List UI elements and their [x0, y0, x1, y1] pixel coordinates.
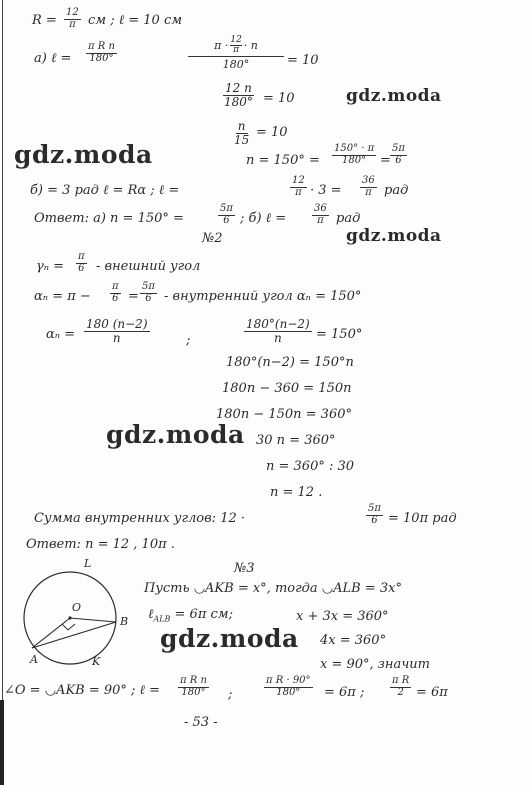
x-value: x = 90°, значит: [320, 657, 430, 672]
sum-angles: Сумма внутренних углов: 12 ·: [34, 511, 246, 526]
let-arc: Пусть ◡AKB = x°, тогда ◡ALB = 3x°: [144, 581, 402, 596]
step-6: n = 12 .: [270, 485, 323, 500]
step-3: 180n − 150n = 360°: [216, 407, 352, 422]
watermark: gdz.moda: [160, 624, 299, 653]
eq-150: = 150°: [316, 327, 363, 342]
alpha-n: αₙ = π −: [34, 289, 91, 304]
frac-sum: $\frac{5\pi}{6}$: [368, 503, 381, 526]
label-b: B: [120, 615, 129, 628]
right-angle-mark: [62, 624, 75, 630]
label-k: K: [92, 655, 101, 668]
watermark: gdz.moda: [106, 420, 245, 449]
frac-pi-6: $\frac{\pi}{6}$: [78, 251, 85, 274]
rad-unit: рад: [336, 211, 361, 226]
step-1: 180°(n−2) = 150°n: [226, 355, 354, 370]
step-4: 30 n = 360°: [256, 433, 336, 448]
frac-12n: $\frac{12 n}{180^\circ}$: [224, 81, 253, 109]
frac-n-15: $\frac{n}{15}$: [234, 119, 250, 147]
label-l: L: [84, 557, 92, 570]
given-r: R =: [32, 13, 57, 28]
frac-pir90: $\frac{\text{π R · 90°}}{180^\circ}$: [266, 675, 311, 698]
gamma-n: γₙ =: [36, 259, 65, 274]
alpha-n-formula: αₙ =: [46, 327, 76, 342]
rad-unit: рад: [384, 183, 409, 198]
notebook-page: R = $\frac{12}{\pi}$ см ; ℓ = 10 см а) ℓ = $\frac{\text{π R n}}{180^\circ}$ π · 12 π · n 180° = 10 $\frac{12 n}{180^\circ}$ = 10 gdz.moda $\frac{n}{15}$ = 10 gdz.moda n = 150° = $\frac{150^\circ \cdot \pi}{180^\circ}$ = $\frac{5\pi}{6}$ б) = 3 рад ℓ = Rα ; ℓ = $\frac{12}{\pi}$ · 3 = $\frac{36}{\pi}$ рад Ответ: а) n = 150° = $\frac{5\pi}{6}$ ; б) ℓ = $\frac{36}{\pi}$ рад №2 gdz.moda γₙ = $\frac{\pi}{6}$ - внешний угол αₙ = π − $\frac{\pi}{6}$ = $\frac{5\pi}{6}$ - внутренний угол αₙ = 150° αₙ = $\frac{180 (n-2)}{n}$ ; $\frac{180^\circ(n-2)}{n}$ = 150° 180°(n−2) = 150°n 180n − 360 = 150n 180n − 150n = 360° gdz.moda 30 n = 360° n = 360° : 30 n = 12 . Сумма внутренних углов: 12 · $\frac{5\pi}{6}$ = 10π рад Ответ: n = 12 , 10π . №3 L O B A K Пусть ◡AKB = x°, тогда ◡ALB = 3x° ℓ$_{ALB}$ = 6π см; x + 3x = 360° gdz.moda 4x = 360° x = 90°, значит ∠O = ◡AKB = 90° ; ℓ = $\frac{\text{π R n}}{180^\circ}$ ; $\frac{\text{π R · 90°}}{180^\circ}$ = 6π ; $\frac{\text{π R}}{2}$ = 6π - 53 -: [0, 0, 530, 785]
step-2: 180n − 360 = 150n: [222, 381, 352, 396]
gamma-text: - внешний угол: [96, 259, 201, 274]
answer-1b: ; б) ℓ =: [240, 211, 287, 226]
eq-4x-sum: x + 3x = 360°: [296, 609, 389, 624]
page-number: - 53 -: [184, 715, 218, 730]
arc-length: ℓ$_{ALB}$ = 6π см;: [148, 607, 233, 624]
frac-12-pi-b: $\frac{12}{\pi}$: [292, 175, 305, 198]
frac-180-n2: $\frac{180 (n-2)}{n}$: [86, 317, 148, 345]
eq-4x: 4x = 360°: [320, 633, 387, 648]
frac-5pi-6: $\frac{5\pi}{6}$: [392, 143, 405, 166]
frac-compound: π · 12 π · n 180°: [188, 36, 284, 70]
task-number-3: №3: [234, 561, 255, 576]
n-150: n = 150° =: [246, 153, 320, 168]
frac-5pi-6-b: $\frac{5\pi}{6}$: [142, 281, 155, 304]
label-a: A: [30, 653, 38, 666]
eq-6pi-b: = 6π: [416, 685, 448, 700]
frac-12-pi: $\frac{12}{\pi}$: [66, 7, 79, 30]
frac-pi-6-b: $\frac{\pi}{6}$: [112, 281, 119, 304]
frac-150pi: $\frac{150^\circ \cdot \pi}{180^\circ}$: [334, 143, 375, 166]
center-point: [68, 616, 71, 619]
eq-10-b: = 10: [263, 91, 295, 106]
part-b-line: б) = 3 рад ℓ = Rα ; ℓ =: [30, 183, 180, 198]
semicolon-2: ;: [228, 687, 233, 702]
answer-1: Ответ: а) n = 150° =: [34, 211, 184, 226]
frac-36-pi: $\frac{36}{\pi}$: [362, 175, 375, 198]
alpha-text: - внутренний угол αₙ = 150°: [164, 289, 362, 304]
step-5: n = 360° : 30: [266, 459, 355, 474]
watermark: gdz.moda: [346, 226, 442, 246]
eq-10-a: = 10: [287, 53, 319, 68]
frac-pirn: $\frac{\text{π R n}}{180^\circ}$: [88, 41, 115, 64]
frac-180-n2-b: $\frac{180^\circ(n-2)}{n}$: [246, 317, 310, 345]
chord-ab: [32, 622, 116, 648]
semicolon: ;: [186, 333, 191, 348]
frac-36-pi-ans: $\frac{36}{\pi}$: [314, 203, 327, 226]
radius-oa: [32, 618, 70, 648]
page-edge-line: [2, 0, 3, 785]
part-b-mult: · 3 =: [310, 183, 342, 198]
watermark: gdz.moda: [346, 86, 442, 106]
eq-6pi-a: = 6π ;: [324, 685, 365, 700]
label-o: O: [72, 601, 82, 614]
frac-pirn-2: $\frac{\text{π R n}}{180^\circ}$: [180, 675, 207, 698]
eq-10-c: = 10: [256, 125, 288, 140]
watermark: gdz.moda: [14, 140, 153, 169]
radius-ob: [70, 618, 116, 622]
page-edge-dark: [0, 700, 4, 785]
answer-2: Ответ: n = 12 , 10π .: [26, 537, 175, 552]
task-number-2: №2: [202, 231, 223, 246]
sum-result: = 10π рад: [388, 511, 457, 526]
given-l: см ; ℓ = 10 см: [88, 13, 183, 28]
frac-pir-2: $\frac{\text{π R}}{2}$: [392, 675, 410, 698]
angle-o: ∠O = ◡AKB = 90° ; ℓ =: [4, 683, 160, 698]
frac-5pi-6-ans: $\frac{5\pi}{6}$: [220, 203, 233, 226]
part-a-label: а) ℓ =: [34, 51, 72, 66]
